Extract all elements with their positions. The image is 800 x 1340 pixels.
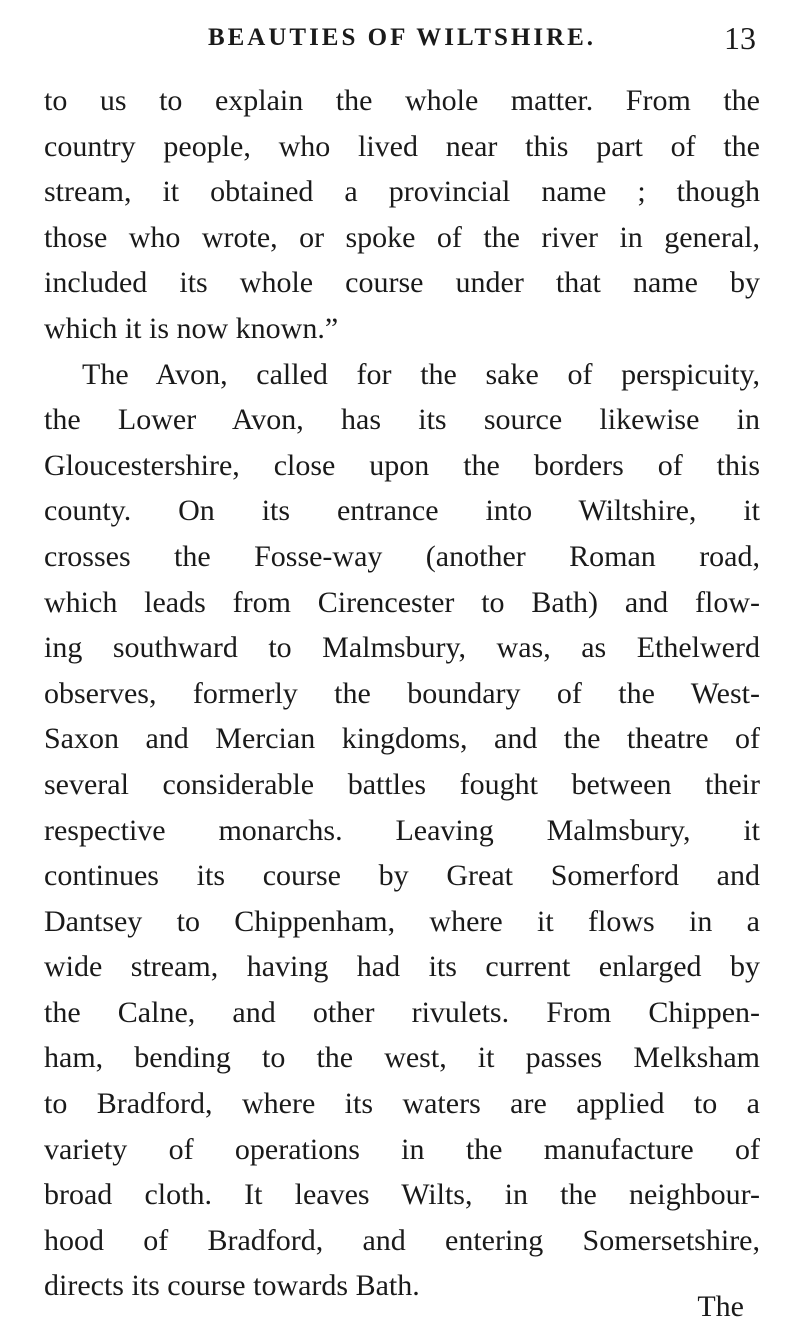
text-line: several considerable battles fought between their — [44, 767, 760, 801]
text-line: which leads from Cirencester to Bath) and flow- — [44, 585, 760, 619]
running-title: BEAUTIES OF WILTSHIRE. — [207, 24, 597, 51]
paragraph — [44, 352, 760, 1309]
text-line: the Lower Avon, has its source likewise in — [44, 403, 760, 437]
text-line: Dantsey to Chippenham, where it flows in a — [44, 904, 760, 938]
paragraph — [44, 78, 760, 352]
text-line: included its whole course under that name by — [44, 266, 760, 300]
text-line: broad cloth. It leaves Wilts, in the neighbour- — [44, 1178, 760, 1212]
text-line: the Calne, and other rivulets. From Chippen- — [44, 995, 760, 1029]
catchword: The — [697, 1290, 744, 1323]
text-line: continues its course by Great Somerford and — [44, 859, 760, 893]
text-line: Gloucestershire, close upon the borders of this — [44, 448, 760, 482]
text-line: which it is now known.” — [44, 311, 339, 345]
text-line: Saxon and Mercian kingdoms, and the theatre of — [44, 722, 760, 756]
text-line: ham, bending to the west, it passes Melksham — [44, 1041, 760, 1075]
text-line: those who wrote, or spoke of the river in general, — [44, 220, 760, 254]
text-line: observes, formerly the boundary of the West- — [44, 676, 760, 710]
text-line: variety of operations in the manufacture of — [44, 1132, 760, 1166]
text-line: hood of Bradford, and entering Somersetshire, — [44, 1223, 760, 1257]
text-line: ing southward to Malmsbury, was, as Ethelwerd — [44, 631, 760, 665]
text-line: directs its course towards Bath. — [44, 1269, 420, 1303]
text-line: respective monarchs. Leaving Malmsbury, it — [44, 813, 760, 847]
text-line: county. On its entrance into Wiltshire, it — [44, 494, 760, 528]
text-line: crosses the Fosse-way (another Roman road, — [44, 539, 760, 573]
text-line: to Bradford, where its waters are applied to a — [44, 1087, 760, 1121]
text-line: stream, it obtained a provincial name ; though — [44, 175, 760, 209]
text-line: wide stream, having had its current enlarged by — [44, 950, 760, 984]
page-number: 13 — [724, 20, 756, 56]
text-line: country people, who lived near this part of the — [44, 129, 760, 163]
body-text — [44, 78, 760, 1309]
running-head — [44, 18, 760, 58]
text-line: The Avon, called for the sake of perspicuity, — [82, 357, 760, 391]
text-line: to us to explain the whole matter. From the — [44, 84, 760, 117]
